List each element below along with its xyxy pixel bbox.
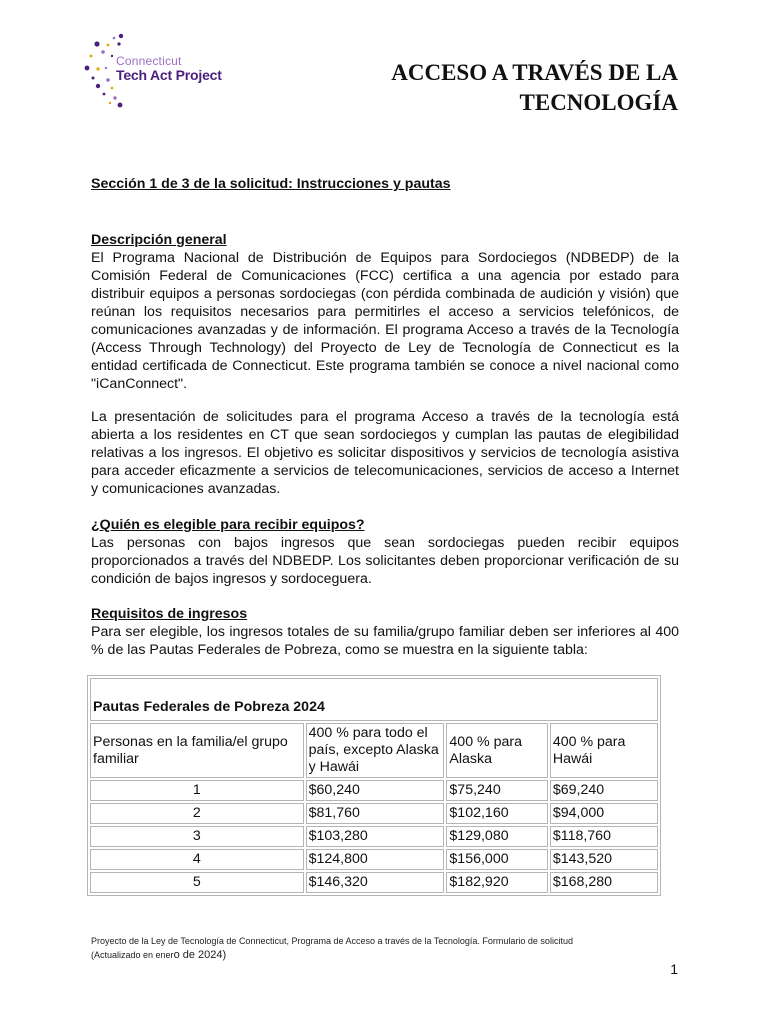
income-heading: Requisitos de ingresos: [91, 606, 248, 622]
page-number: 1: [670, 961, 678, 977]
table-cell: 4: [90, 849, 304, 870]
connecticut-tech-act-logo: [84, 32, 224, 110]
eligibility-heading: ¿Quién es elegible para recibir equipos?: [91, 517, 365, 533]
eligibility-text: Las personas con bajos ingresos que sean sordociegas pueden recibir equipos proporcionados a través del NDBEDP. Los solicitantes deben proporcionar verificación de su condición de bajos ingresos y sordoceguera.: [91, 535, 679, 587]
table-cell: $118,760: [550, 826, 658, 847]
overview-paragraph-2: La presentación de solicitudes para el programa Acceso a través de la tecnología está abierta a los residentes en CT que sean sordociegos y cumplan las pautas de elegibilidad relativas a los ingresos. El objetivo es solicitar dispositivos y servicios de tecnología asistiva para acceder eficazmente a servicios de telecomunicaciones, servicios de acceso a Internet y comunicaciones avanzadas.: [91, 409, 679, 497]
table-header-cell: 400 % para Alaska: [446, 723, 547, 778]
footer-line1: Proyecto de la Ley de Tecnología de Connecticut, Programa de Acceso a través de la Tecnología. Formulario de solicitud: [91, 936, 573, 946]
table-cell: $156,000: [446, 849, 547, 870]
table-header-cell: 400 % para Hawái: [550, 723, 658, 778]
table-cell: $94,000: [550, 803, 658, 824]
table-cell: $146,320: [306, 872, 445, 893]
table-cell: $143,520: [550, 849, 658, 870]
income-section: [91, 605, 679, 659]
table-row: [90, 780, 658, 801]
table-cell: $81,760: [306, 803, 445, 824]
poverty-guidelines-table: [87, 675, 661, 896]
table-cell: 1: [90, 780, 304, 801]
logo-line1: Connecticut: [116, 54, 182, 68]
table-cell: $103,280: [306, 826, 445, 847]
page-title: [391, 58, 678, 118]
footer-line2-small: (Actualizado en ener: [91, 950, 174, 960]
table-cell: $69,240: [550, 780, 658, 801]
table-row: [90, 849, 658, 870]
overview-heading: Descripción general: [91, 232, 227, 248]
table-cell: $75,240: [446, 780, 547, 801]
section-title: Sección 1 de 3 de la solicitud: Instrucciones y pautas: [91, 176, 451, 192]
table-cell: 5: [90, 872, 304, 893]
income-text: Para ser elegible, los ingresos totales de su familia/grupo familiar deben ser inferiores al 400 % de las Pautas Federales de Pobreza, como se muestra en la siguiente tabla:: [91, 624, 679, 658]
table-cell: $102,160: [446, 803, 547, 824]
page-title-line2: TECNOLOGÍA: [519, 90, 678, 115]
footer-line2-big: o de 2024): [173, 949, 227, 961]
table-header-row: [90, 723, 658, 778]
table-cell: $182,920: [446, 872, 547, 893]
table-cell: $168,280: [550, 872, 658, 893]
footer-line2: [91, 948, 691, 962]
table-header-cell: Personas en la familia/el grupo familiar: [90, 723, 304, 778]
eligibility-section: [91, 516, 679, 588]
page-footer: [91, 934, 691, 962]
table-cell: 3: [90, 826, 304, 847]
overview-paragraph-2-block: [91, 408, 679, 498]
logo-line2: Tech Act Project: [116, 67, 222, 83]
table-row: [90, 872, 658, 893]
table-cell: $124,800: [306, 849, 445, 870]
table-cell: $129,080: [446, 826, 547, 847]
table-row: [90, 826, 658, 847]
table-row: [90, 803, 658, 824]
table-cell: 2: [90, 803, 304, 824]
table-caption: Pautas Federales de Pobreza 2024: [90, 678, 658, 721]
page-title-line1: ACCESO A TRAVÉS DE LA: [391, 60, 678, 85]
table-header-cell: 400 % para todo el país, excepto Alaska y Hawái: [306, 723, 445, 778]
table-caption-row: [90, 678, 658, 721]
overview-section: [91, 231, 679, 393]
overview-paragraph-1: El Programa Nacional de Distribución de Equipos para Sordociegos (NDBEDP) de la Comisión Federal de Comunicaciones (FCC) certifica a una agencia por estado para distribuir equipos a personas sordociegas (con pérdida combinada de audición y visión) que reúnan los requisitos necesarios para permitirles el acceso a servicios telefónicos, de comunicaciones avanzadas y de información. El programa Acceso a través de la Tecnología (Access Through Technology) del Proyecto de Ley de Tecnología de Connecticut es la entidad certificada de Connecticut. Este programa también se conoce a nivel nacional como "iCanConnect".: [91, 250, 679, 392]
table-cell: $60,240: [306, 780, 445, 801]
